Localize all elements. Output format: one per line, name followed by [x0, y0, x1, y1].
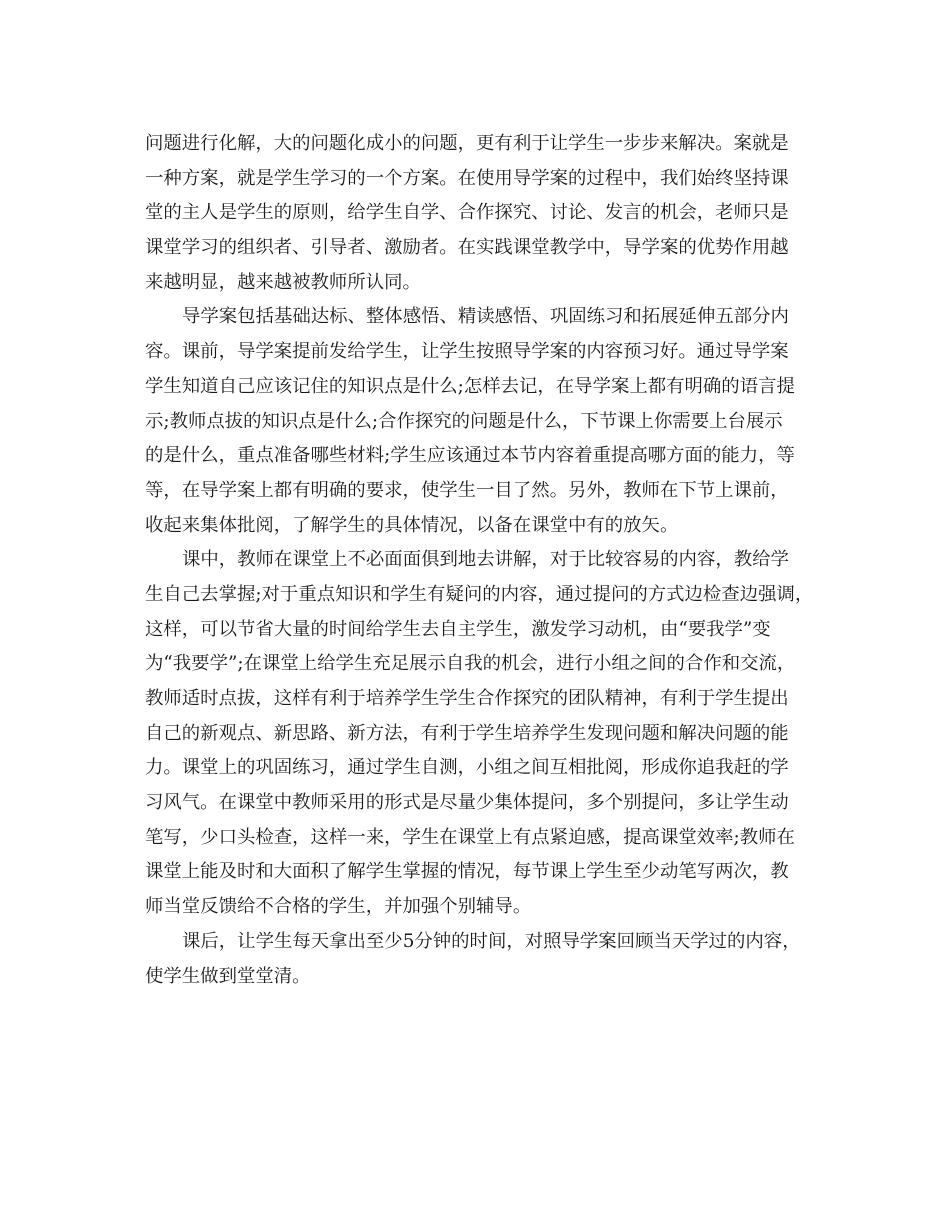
- text-line: 习风气。在课堂中教师采用的形式是尽量少集体提问，多个别提问，多让学生动: [145, 792, 789, 814]
- text-line: 笔写，少口头检查，这样一来，学生在课堂上有点紧迫感，提高课堂效率;教师在: [145, 826, 795, 848]
- text-line: 学生知道自己应该记住的知识点是什么;怎样去记，在导学案上都有明确的语言提: [145, 375, 795, 397]
- text-line: 的是什么，重点准备哪些材料;学生应该通过本节内容着重提高哪方面的能力，等: [145, 445, 795, 467]
- text-line: 收起来集体批阅，了解学生的具体情况，以备在课堂中有的放矢。: [145, 514, 679, 536]
- text-line: 来越明显，越来越被教师所认同。: [145, 271, 421, 293]
- text-line: 为“我要学”;在课堂上给学生充足展示自我的机会，进行小组之间的合作和交流，: [145, 653, 796, 675]
- paragraph-first-line: 课中，教师在课堂上不必面面俱到地去讲解，对于比较容易的内容，教给学: [182, 549, 789, 571]
- text-line: 使学生做到堂堂清。: [145, 965, 311, 987]
- paragraph-first-line: 导学案包括基础达标、整体感悟、精读感悟、巩固练习和拓展延伸五部分内: [182, 306, 789, 328]
- text-line: 这样，可以节省大量的时间给学生去自主学生，激发学习动机，由“要我学”变: [145, 618, 771, 640]
- text-line: 示;教师点拔的知识点是什么;合作探究的问题是什么，下节课上你需要上台展示: [145, 410, 783, 432]
- text-line: 课堂学习的组织者、引导者、激励者。在实践课堂教学中，导学案的优势作用越: [145, 237, 789, 259]
- text-line: 堂的主人是学生的原则，给学生自学、合作探究、讨论、发言的机会，老师只是: [145, 202, 789, 224]
- text-line: 自己的新观点、新思路、新方法，有利于学生培养学生发现问题和解决问题的能: [145, 722, 789, 744]
- text-line: 等，在导学案上都有明确的要求，使学生一目了然。另外，教师在下节上课前，: [145, 479, 789, 501]
- text-line: 生自己去掌握;对于重点知识和学生有疑问的内容，通过提问的方式边检查边强调，: [145, 583, 814, 605]
- text-line: 师当堂反馈给不合格的学生，并加强个别辅导。: [145, 896, 532, 918]
- text-line: 问题进行化解，大的问题化成小的问题，更有利于让学生一步步来解决。案就是: [145, 133, 789, 154]
- text-line: 力。课堂上的巩固练习，通过学生自测，小组之间互相批阅，形成你追我赶的学: [145, 757, 789, 779]
- text-line: 一种方案，就是学生学习的一个方案。在使用导学案的过程中，我们始终坚持课: [145, 167, 789, 189]
- text-line: 容。课前，导学案提前发给学生，让学生按照导学案的内容预习好。通过导学案: [145, 341, 789, 363]
- text-line: 课堂上能及时和大面积了解学生掌握的情况，每节课上学生至少动笔写两次，教: [145, 861, 789, 883]
- paragraph-first-line: 课后，让学生每天拿出至少5分钟的时间，对照导学案回顾当天学过的内容，: [182, 930, 801, 952]
- body-text: [145, 127, 814, 994]
- text-line: 教师适时点拔，这样有利于培养学生学生合作探究的团队精神，有利于学生提出: [145, 688, 789, 709]
